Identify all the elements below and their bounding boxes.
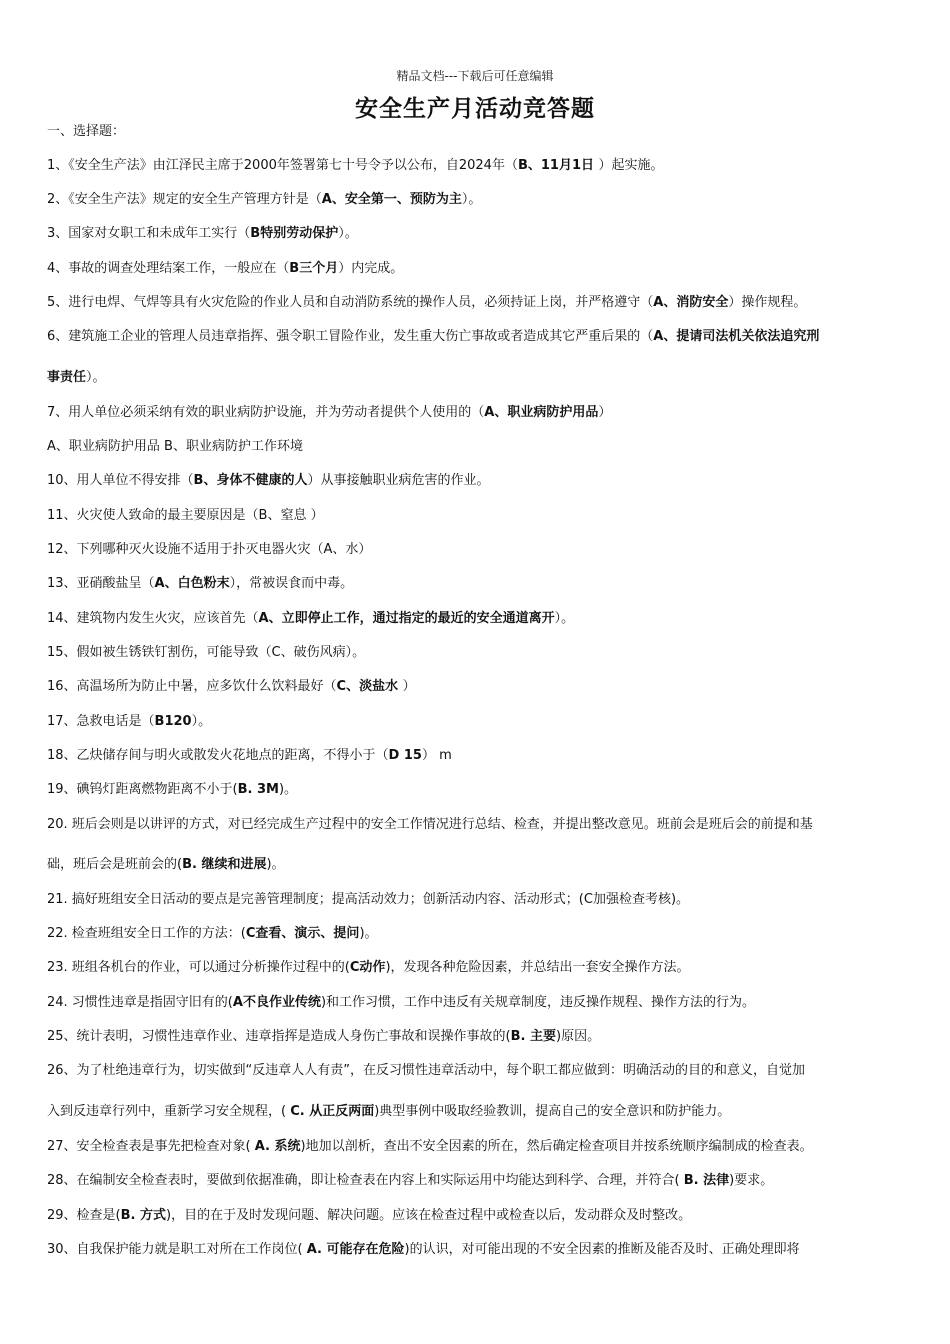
question-line: 16、高温场所为防止中暑，应多饮什么饮料最好（C、淡盐水 ） [47,679,416,694]
question-line: 6、建筑施工企业的管理人员违章指挥、强令职工冒险作业，发生重大伤亡事故或者造成其它严重后果的（A、提请司法机关依法追究刑 [47,329,820,344]
question-line: 25、统计表明，习惯性违章作业、违章指挥是造成人身伤亡事故和误操作事故的(B. 主要)原因。 [47,1029,601,1044]
question-line: 3、国家对女职工和未成年工实行（B特别劳动保护）。 [47,226,358,241]
question-line: 18、乙炔储存间与明火或散发火花地点的距离，不得小于（D 15） m [47,748,452,763]
question-line-continued: 事责任）。 [47,370,106,385]
question-line: 13、亚硝酸盐呈（A、白色粉末），常被误食而中毒。 [47,576,354,591]
question-line: 17、急救电话是（B120）。 [47,714,212,729]
question-line: 1、《安全生产法》由江泽民主席于2000年签署第七十号令予以公布，自2024年（B、11月1日 ）起实施。 [47,158,664,173]
question-line: 24. 习惯性违章是指固守旧有的(A不良作业传统)和工作习惯，工作中违反有关规章制度，违反操作规程、操作方法的行为。 [47,995,756,1010]
question-line: 21. 搞好班组安全日活动的要点是完善管理制度；提高活动效力；创新活动内容、活动形式；(C加强检查考核)。 [47,892,690,907]
question-line: 15、假如被生锈铁钉割伤，可能导致（C、破伤风病）。 [47,645,366,660]
question-line: 2、《安全生产法》规定的安全生产管理方针是（A、安全第一、预防为主）。 [47,192,482,207]
page-header: 精品文档---下载后可任意编辑 [396,69,554,83]
question-line: 23. 班组各机台的作业，可以通过分析操作过程中的(C动作)，发现各种危险因素，并总结出一套安全操作方法。 [47,960,690,975]
question-line: 11、火灾使人致命的最主要原因是（B、窒息 ） [47,508,324,523]
question-line: 28、在编制安全检查表时，要做到依据准确，即让检查表在内容上和实际运用中均能达到科学、合理，并符合( B. 法律)要求。 [47,1173,774,1188]
question-line: 20. 班后会则是以讲评的方式，对已经完成生产过程中的安全工作情况进行总结、检查，并提出整改意见。班前会是班后会的前提和基 [47,817,813,832]
page-title: 安全生产月活动竞答题 [355,95,595,122]
question-line: 14、建筑物内发生火灾，应该首先（A、立即停止工作，通过指定的最近的安全通道离开）。 [47,611,575,626]
question-line: 30、自我保护能力就是职工对所在工作岗位( A. 可能存在危险)的认识，对可能出现的不安全因素的推断及能否及时、正确处理即将 [47,1242,800,1257]
question-line: 10、用人单位不得安排（B、身体不健康的人）从事接触职业病危害的作业。 [47,473,490,488]
question-line: 5、进行电焊、气焊等具有火灾危险的作业人员和自动消防系统的操作人员，必须持证上岗，并严格遵守（A、消防安全）操作规程。 [47,295,807,310]
question-line: 27、安全检查表是事先把检查对象( A. 系统)地加以剖析，查出不安全因素的所在，然后确定检查项目并按系统顺序编制成的检查表。 [47,1139,813,1154]
option-line: A、职业病防护用品 B、职业病防护工作环境 [47,439,303,454]
question-line: 12、下列哪种灭火设施不适用于扑灭电器火灾（A、水） [47,542,372,557]
question-line: 4、事故的调查处理结案工作，一般应在（B三个月）内完成。 [47,261,404,276]
question-line-continued: 础，班后会是班前会的(B. 继续和进展)。 [47,857,285,872]
question-line: 19、碘钨灯距离燃物距离不小于(B. 3M)。 [47,782,298,797]
question-line: 22. 检查班组安全日工作的方法：(C查看、演示、提问)。 [47,926,378,941]
question-line: 29、检查是(B. 方式)，目的在于及时发现问题、解决问题。应该在检查过程中或检查以后，发动群众及时整改。 [47,1208,692,1223]
section-heading: 一、选择题： [47,124,126,139]
question-line: 26、为了杜绝违章行为，切实做到“反违章人人有责”，在反习惯性违章活动中，每个职工都应做到：明确活动的目的和意义，自觉加 [47,1063,806,1078]
question-line: 7、用人单位必须采纳有效的职业病防护设施，并为劳动者提供个人使用的（A、职业病防护用品） [47,405,612,420]
question-line-continued: 入到反违章行列中，重新学习安全规程，( C. 从正反两面)典型事例中吸取经验教训，提高自己的安全意识和防护能力。 [47,1104,731,1119]
